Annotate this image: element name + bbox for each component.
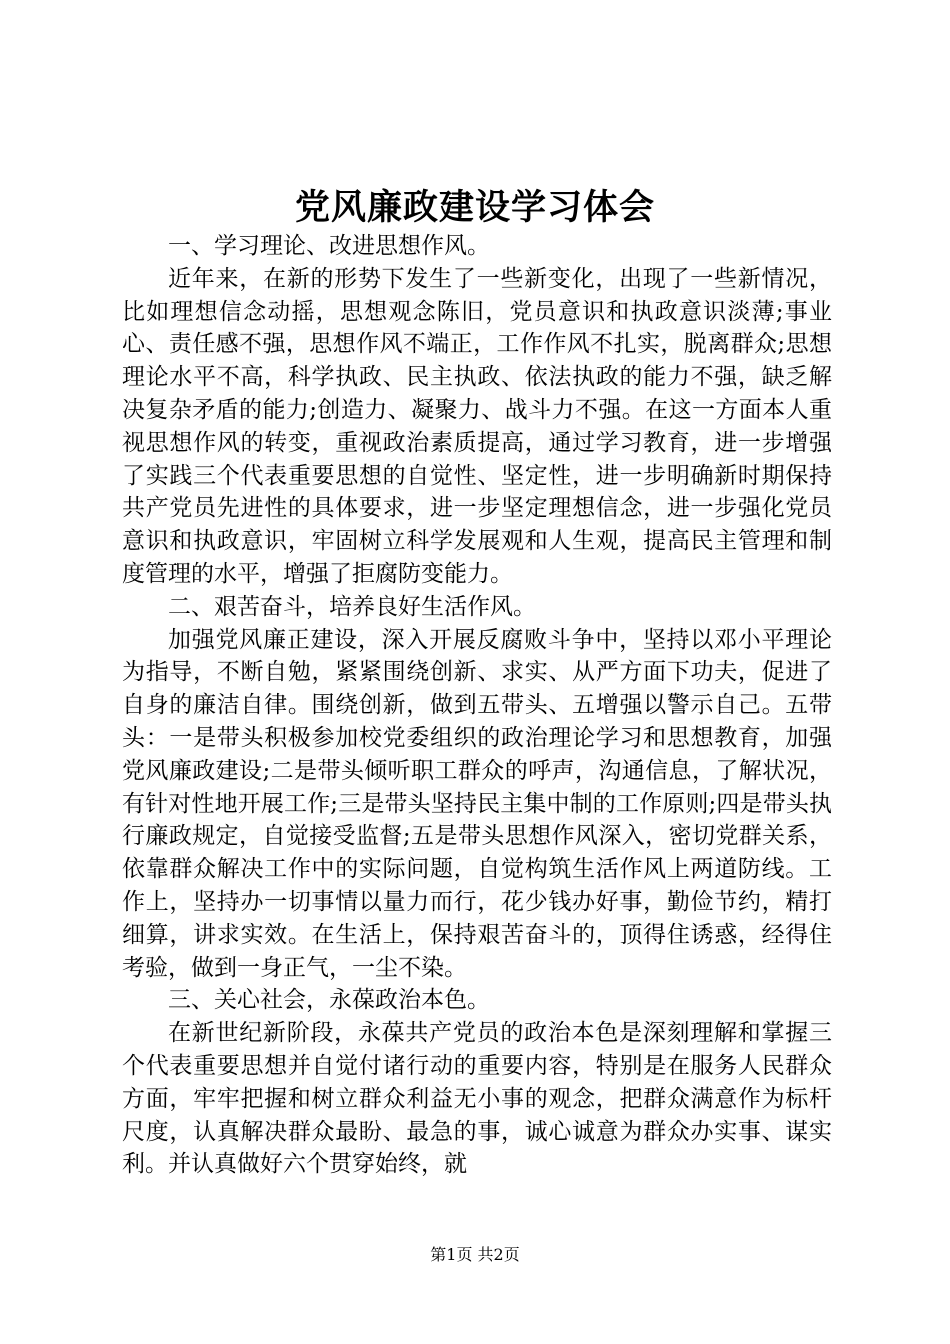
paragraph-2: 加强党风廉正建设，深入开展反腐败斗争中，坚持以邓小平理论为指导，不断自勉，紧紧围绕创新、求实、从严方面下功夫，促进了自身的廉洁自律。围绕创新，做到五带头、五增强以警示自己。五带头：一是带头积极参加校党委组织的政治理论学习和思想教育，加强党风廉政建设;二是带头倾听职工群众的呼声，沟通信息，了解状况，有针对性地开展工作;三是带头坚持民主集中制的工作原则;四是带头执行廉政规定，自觉接受监督;五是带头思想作风深入，密切党群关系，依靠群众解决工作中的实际问题，自觉构筑生活作风上两道防线。工作上，坚持办一切事情以量力而行，花少钱办好事，勤俭节约，精打细算，讲求实效。在生活上，保持艰苦奋斗的，顶得住诱惑，经得住考验，做到一身正气，一尘不染。 [122, 626, 832, 981]
section-heading-3: 三、关心社会，永葆政治本色。 [168, 987, 490, 1014]
document-title: 党风廉政建设学习体会 [294, 187, 655, 228]
paragraph-1: 近年来，在新的形势下发生了一些新变化，出现了一些新情况，比如理想信念动摇，思想观念陈旧，党员意识和执政意识淡薄;事业心、责任感不强，思想作风不端正，工作作风不扎实，脱离群众;思想理论水平不高，科学执政、民主执政、依法执政的能力不强，缺乏解决复杂矛盾的能力;创造力、凝聚力、战斗力不强。在这一方面本人重视思想作风的转变，重视政治素质提高，通过学习教育，进一步增强了实践三个代表重要思想的自觉性、坚定性，进一步明确新时期保持共产党员先进性的具体要求，进一步坚定理想信念，进一步强化党员意识和执政意识，牢固树立科学发展观和人生观，提高民主管理和制度管理的水平，增强了拒腐防变能力。 [122, 265, 832, 587]
paragraph-3: 在新世纪新阶段，永葆共产党员的政治本色是深刻理解和掌握三个代表重要思想并自觉付诸行动的重要内容，特别是在服务人民群众方面，牢牢把握和树立群众利益无小事的观念，把群众满意作为标杆尺度，认真解决群众最盼、最急的事，诚心诚意为群众办实事、谋实利。并认真做好六个贯穿始终，就 [122, 1020, 832, 1178]
section-heading-1: 一、学习理论、改进思想作风。 [168, 233, 490, 259]
section-heading-2: 二、艰苦奋斗，培养良好生活作风。 [168, 593, 536, 620]
page-footer: 第1页 共2页 [430, 1245, 520, 1264]
document-body [122, 230, 832, 1181]
